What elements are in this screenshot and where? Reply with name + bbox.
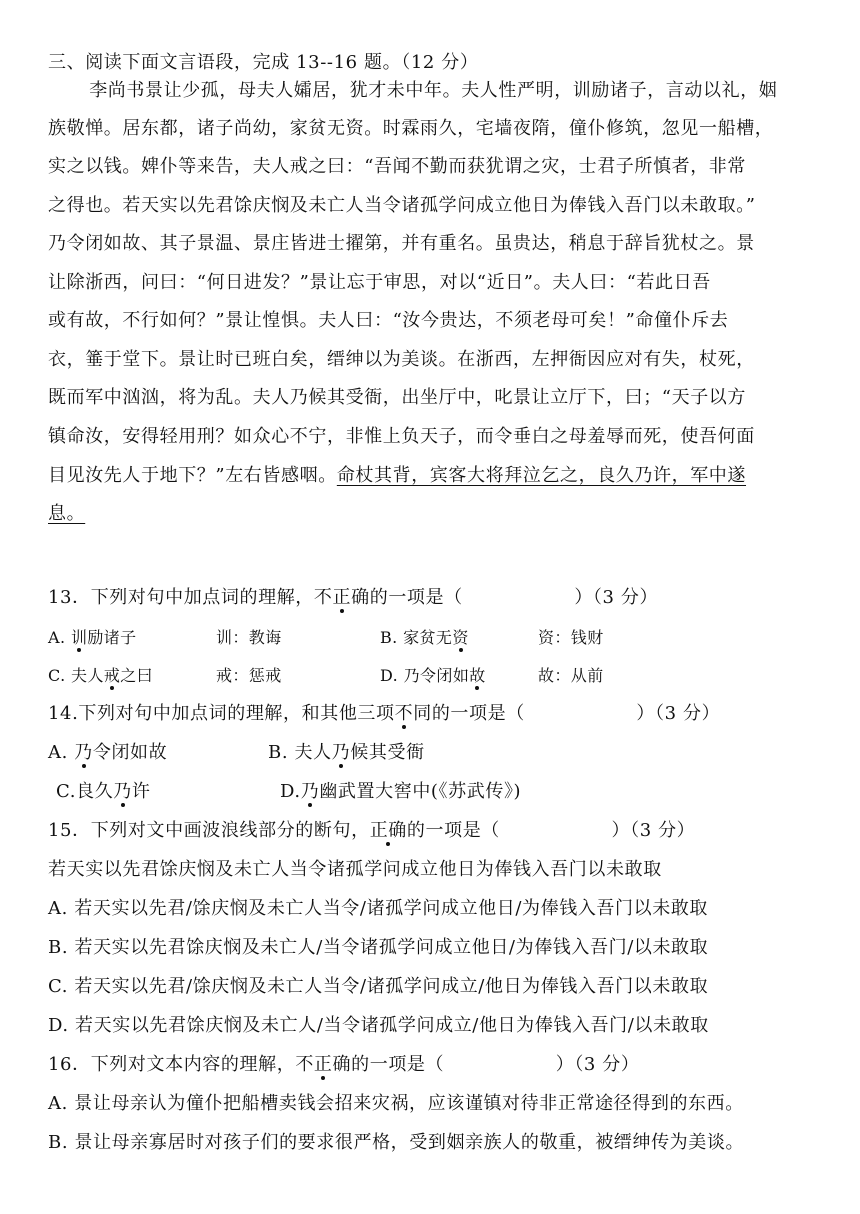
option-text: 令闭如故 (92, 742, 168, 763)
q13-option-b (380, 625, 469, 651)
option-text: 许 (131, 781, 151, 802)
q16-stem (48, 1052, 640, 1078)
option-text: A. (48, 742, 75, 763)
passage-line-1: 李尚书景让少孤，母夫人孀居，犹才未中年。夫人性严明，训励诸子，言动以礼，姻 (52, 80, 778, 101)
q13-gloss-a: 训：教诲 (216, 628, 282, 647)
passage-line-2: 族敬惮。居东都，诸子尚幼，家贫无资。时霖雨久，宅墙夜隋，僮仆修筑，忽见一船槽， (48, 118, 774, 139)
q15-option-c: C. 若天实以先君/馀庆悯及未亡人当令/诸孤学问成立/他日为俸钱入吾门以未敢取 (48, 976, 709, 997)
stem-text: 同的一项是（ ）（3 分） (413, 703, 721, 724)
stem-text: 的一项是（ ）（3 分） (369, 587, 659, 608)
passage-line-3: 实之以钱。婢仆等来告，夫人戒之曰：“吾闻不勤而获犹谓之灾，士君子所慎者，非常 (48, 156, 746, 177)
q15-sentence: 若天实以先君馀庆悯及未亡人当令诸孤学问成立他日为俸钱入吾门以未敢取 (48, 859, 662, 880)
option-text: C.良久 (56, 781, 114, 802)
dotted-word: 戒 (103, 666, 121, 685)
option-text: 候其受衙 (350, 742, 425, 763)
passage-line-10: 镇命汝，安得轻用刑？如众心不宁，非惟上负天子，而令垂白之母羞辱而死，使吾何面 (48, 426, 755, 447)
q13-option-a (48, 625, 137, 651)
section-title: 三、阅读下面文言语段，完成 13--16 题。（12 分） (48, 52, 479, 73)
option-text: C. 夫人 (48, 666, 104, 685)
option-text: A. (48, 628, 71, 647)
option-text: 幽武置大窖中(《苏武传》) (319, 781, 522, 802)
q14-option-d (280, 779, 521, 805)
q13-option-d (380, 663, 486, 689)
q14-option-b (268, 740, 425, 766)
dotted-word: 不正确 (313, 587, 370, 608)
q15-option-a: A. 若天实以先君/馀庆悯及未亡人当令/诸孤学问成立他日/为俸钱入吾门以未敢取 (48, 898, 709, 919)
stem-text: 16．下列对文本内容的理解， (48, 1054, 296, 1075)
dotted-word: 正确 (369, 820, 407, 841)
q15-option-b: B. 若天实以先君馀庆悯及未亡人/当令诸孤学问成立他日/为俸钱入吾门/以未敢取 (48, 937, 709, 958)
q14-stem (48, 701, 720, 727)
q13-gloss-b: 资：钱财 (538, 628, 604, 647)
q15-stem (48, 818, 695, 844)
stem-text: 15．下列对文中画波浪线部分的断句， (48, 820, 370, 841)
option-text: B. 家贫无 (380, 628, 453, 647)
option-text: B. 夫人 (268, 742, 332, 763)
q14-option-a (48, 740, 167, 766)
q16-option-a: A. 景让母亲认为僮仆把船槽卖钱会招来灾祸，应该谨镇对待非正常途径得到的东西。 (48, 1093, 744, 1114)
q13-gloss-c: 戒：惩戒 (216, 666, 282, 685)
passage-line-5: 乃令闭如故、其子景温、景庄皆进士擢第，并有重名。虽贵达，稍息于辞旨犹杖之。景 (48, 233, 755, 254)
stem-text: 14.下列对句中加点词的理解，和其他三项 (48, 703, 395, 724)
dotted-word: 资 (452, 628, 469, 647)
passage-line-9: 既而军中汹汹，将为乱。夫人乃候其受衙，出坐厅中，叱景让立厅下，曰；“天子以方 (48, 387, 746, 408)
stem-text: 13．下列对句中加点词的理解， (48, 587, 314, 608)
dotted-word: 乃 (300, 781, 320, 802)
dotted-word: 不正确 (295, 1054, 352, 1075)
dotted-word: 乃 (113, 781, 132, 802)
passage-line-11 (48, 463, 746, 489)
q13-gloss-d: 故：从前 (538, 666, 604, 685)
stem-text: 的一项是（ ）（3 分） (406, 820, 696, 841)
dotted-word: 乃 (331, 742, 351, 763)
passage-line-6: 让除浙西，问曰：“何日进发？”景让忘于审思，对以“近日”。夫人曰：“若此日吾 (48, 272, 711, 293)
dotted-word: 训 (70, 628, 88, 647)
passage-line-7: 或有故，不行如何？”景让惶惧。夫人曰：“汝今贵达，不须老母可矣！”命僮仆斥去 (48, 310, 729, 331)
passage-text: 目见汝先人于地下？”左右皆感咽。 (48, 465, 337, 486)
passage-line-12: 息。 (48, 503, 86, 524)
dotted-word: 不 (394, 703, 414, 724)
dotted-word: 故 (469, 666, 486, 685)
option-text: 之曰 (120, 666, 154, 685)
dotted-word: 乃 (74, 742, 93, 763)
passage-line-4: 之得也。若天实以先君馀庆悯及未亡人当令诸孤学问成立他日为俸钱入吾门以未敢取。” (48, 195, 756, 216)
stem-text: 的一项是（ ）（3 分） (351, 1054, 640, 1075)
q13-stem (48, 585, 658, 611)
passage-line-8: 衣，箠于堂下。景让时已班白矣，缙绅以为美谈。在浙西，左押衙因应对有失，杖死， (48, 349, 755, 370)
q14-option-c (56, 779, 150, 805)
option-text: D. (280, 781, 301, 802)
option-text: 励诸子 (87, 628, 137, 647)
option-text: D. 乃令闭如 (380, 666, 470, 685)
q13-option-c (48, 663, 153, 689)
q15-option-d: D. 若天实以先君馀庆悯及未亡人/当令诸孤学问成立/他日为俸钱入吾门/以未敢取 (48, 1015, 709, 1036)
underlined-sentence: 命杖其背，宾客大将拜泣乞之，良久乃许，军中遂 (336, 465, 747, 486)
q16-option-b: B. 景让母亲寡居时对孩子们的要求很严格，受到姻亲族人的敬重，被缙绅传为美谈。 (48, 1132, 745, 1153)
